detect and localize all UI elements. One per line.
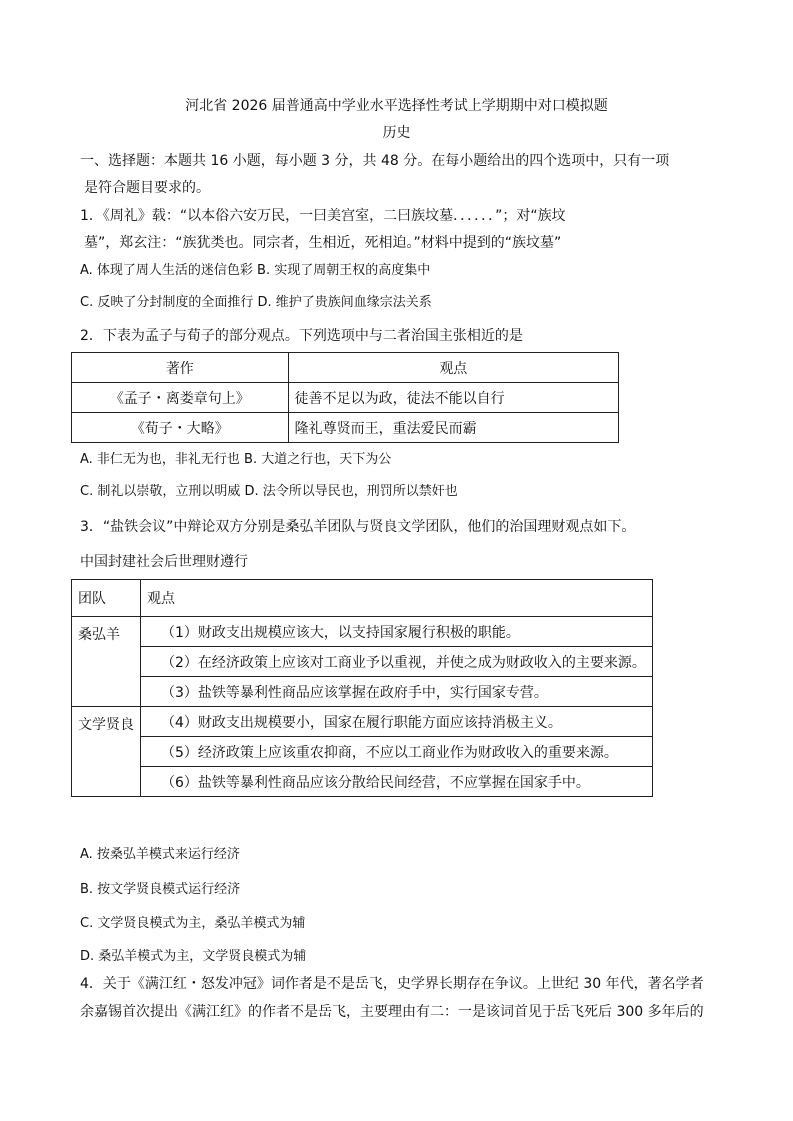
table-row <box>72 737 653 767</box>
section-instruction-cont: 是符合题目要求的。 <box>84 180 210 196</box>
team-cell <box>72 617 141 707</box>
table-row <box>72 383 619 413</box>
view-cell: （3）盐铁等暴利性商品应该掌握在政府手中，实行国家专营。 <box>141 677 653 707</box>
q4-stem-cont: 余嘉锡首次提出《满江红》的作者不是岳飞，主要理由有二：一是该词首见于岳飞死后 300 多年后的 <box>80 1004 704 1020</box>
team-name: 文学贤良 <box>78 716 134 733</box>
table-header-row <box>72 580 653 617</box>
table-header-cell: 团队 <box>72 580 141 617</box>
table-row <box>72 647 653 677</box>
view-cell: （1）财政支出规模应该大，以支持国家履行积极的职能。 <box>141 617 653 647</box>
table-header-cell: 观点 <box>288 353 618 383</box>
q4-stem: 4．关于《满江红・怒发冲冠》词作者是不是岳飞，史学界长期存在争议。上世纪 30 年代，著名学者 <box>80 976 704 992</box>
q3-stem: 3．“盐铁会议”中辩论双方分别是桑弘羊团队与贤良文学团队，他们的治国理财观点如下。 <box>80 519 636 535</box>
q3-option-a: A. 按桑弘羊模式来运行经济 <box>80 847 240 862</box>
q2-options-ab: A. 非仁无为也，非礼无行也 B. 大道之行也，天下为公 <box>80 452 392 467</box>
q1-options-ab: A. 体现了周人生活的迷信色彩 B. 实现了周朝王权的高度集中 <box>80 263 431 278</box>
team-cell <box>72 707 141 797</box>
table-cell: 徒善不足以为政，徒法不能以自行 <box>288 383 618 413</box>
table-row <box>72 767 653 797</box>
q2-table <box>71 352 619 443</box>
table-row <box>72 413 619 443</box>
view-cell: （2）在经济政策上应该对工商业予以重视，并使之成为财政收入的主要来源。 <box>141 647 653 677</box>
table-row <box>72 677 653 707</box>
section-instruction: 一、选择题：本题共 16 小题，每小题 3 分，共 48 分。在每小题给出的四个选项中，只有一项 <box>80 153 670 169</box>
q1-options-cd: C. 反映了分封制度的全面推行 D. 维护了贵族间血缘宗法关系 <box>80 295 432 310</box>
table-header-cell: 观点 <box>141 580 653 617</box>
q2-options-cd: C. 制礼以崇敬，立刑以明威 D. 法令所以导民也，刑罚所以禁奸也 <box>80 484 458 499</box>
q2-stem: 2．下表为孟子与荀子的部分观点。下列选项中与二者治国主张相近的是 <box>80 328 523 344</box>
q3-option-d: D. 桑弘羊模式为主，文学贤良模式为辅 <box>80 949 307 964</box>
q3-option-b: B. 按文学贤良模式运行经济 <box>80 882 241 897</box>
view-cell: （4）财政支出规模要小，国家在履行职能方面应该持消极主义。 <box>141 707 653 737</box>
q1-stem: 1．《周礼》载：“以本俗六安万民，一曰美宫室，二曰族坟墓．．．．．．”；对“族坟 <box>80 208 566 224</box>
table-row <box>72 617 653 647</box>
q3-subtitle: 中国封建社会后世理财遵行 <box>80 554 248 570</box>
subject-title: 历史 <box>382 125 411 141</box>
q3-table <box>71 579 653 797</box>
q3-option-c: C. 文学贤良模式为主，桑弘羊模式为辅 <box>80 916 306 931</box>
table-cell: 《孟子・离娄章句上》 <box>72 383 289 413</box>
table-cell: 隆礼尊贤而王，重法爱民而霸 <box>288 413 618 443</box>
table-row <box>72 707 653 737</box>
exam-title: 河北省 2026 届普通高中学业水平选择性考试上学期期中对口模拟题 <box>185 98 608 114</box>
team-name: 桑弘羊 <box>78 626 120 643</box>
view-cell: （5）经济政策上应该重农抑商，不应以工商业作为财政收入的重要来源。 <box>141 737 653 767</box>
q1-stem-cont: 墓”，郑玄注：“族犹类也。同宗者，生相近，死相迫。”材料中提到的“族坟墓” <box>84 235 562 251</box>
view-cell: （6）盐铁等暴利性商品应该分散给民间经营，不应掌握在国家手中。 <box>141 767 653 797</box>
table-header-row <box>72 353 619 383</box>
table-cell: 《荀子・大略》 <box>72 413 289 443</box>
table-header-cell: 著作 <box>72 353 289 383</box>
